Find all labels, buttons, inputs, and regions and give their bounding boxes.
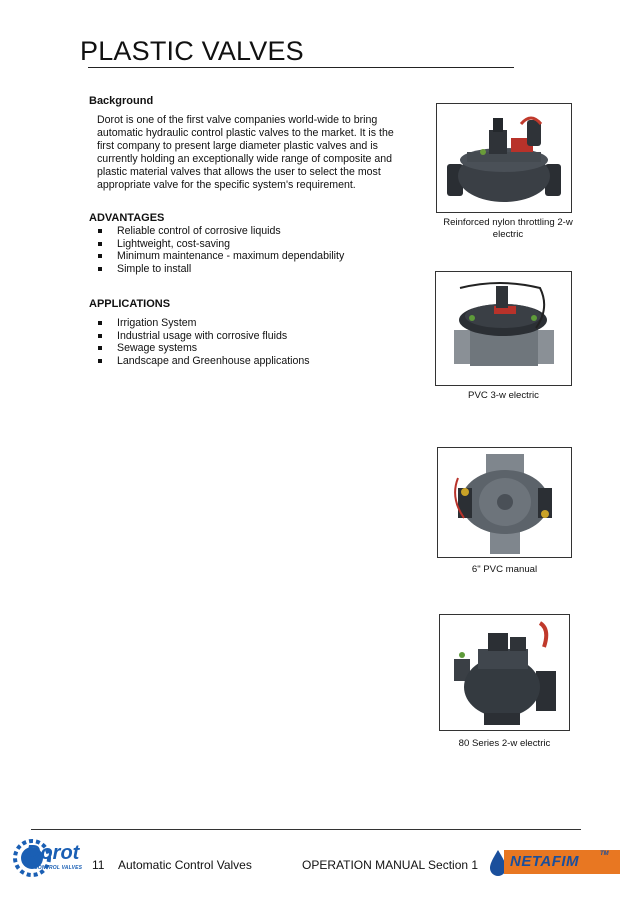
bullet-icon xyxy=(98,334,102,338)
bullet-icon xyxy=(98,346,102,350)
list-item: Sewage systems xyxy=(89,342,310,355)
list-item: Simple to install xyxy=(89,263,344,276)
pvc-3w-valve-image xyxy=(436,272,571,385)
page-number: 11 xyxy=(92,858,105,872)
footer-manual-label: OPERATION MANUAL Section 1 xyxy=(302,858,479,872)
figure-pvc-manual-valve xyxy=(437,447,572,558)
footer-divider xyxy=(31,829,581,830)
figure-caption: 80 Series 2-w electric xyxy=(458,738,551,749)
bullet-icon xyxy=(98,229,102,233)
background-paragraph: Dorot is one of the first valve companies world-wide to bring automatic hydraulic control plastic valves to the market. It is the first company to present large diameter plastic valves and is currently holding an exceptionally wide range of composite and plastic material valves that allows the user to select the most appropriate valve for the specific system's requirement. xyxy=(97,114,394,192)
figure-pvc-3w-valve xyxy=(435,271,572,386)
dorot-logo-text: Dorot xyxy=(26,842,80,864)
list-item: Industrial usage with corrosive fluids xyxy=(89,330,310,343)
list-item: Irrigation System xyxy=(89,317,310,330)
figure-caption: 6" PVC manual xyxy=(471,564,538,575)
advantages-heading: ADVANTAGES xyxy=(89,212,165,224)
applications-heading: APPLICATIONS xyxy=(89,298,171,310)
footer-section-title: Automatic Control Valves xyxy=(118,858,252,872)
advantages-list xyxy=(89,225,344,275)
nylon-valve-image xyxy=(437,104,571,212)
figure-caption: PVC 3-w electric xyxy=(468,390,539,401)
figure-caption: Reinforced nylon throttling 2-w electric xyxy=(443,217,573,241)
list-item: Minimum maintenance - maximum dependability xyxy=(89,250,344,263)
bullet-icon xyxy=(98,267,102,271)
figure-nylon-valve xyxy=(436,103,572,213)
applications-list xyxy=(89,317,310,367)
series80-valve-image xyxy=(440,615,569,730)
netafim-logo xyxy=(488,848,620,876)
background-heading: Background xyxy=(89,95,154,107)
list-item: Lightweight, cost-saving xyxy=(89,238,344,251)
bullet-icon xyxy=(98,254,102,258)
list-item: Reliable control of corrosive liquids xyxy=(89,225,344,238)
bullet-icon xyxy=(98,321,102,325)
figure-series80-valve xyxy=(439,614,570,731)
list-item: Landscape and Greenhouse applications xyxy=(89,355,310,368)
bullet-icon xyxy=(98,359,102,363)
netafim-trademark: TM xyxy=(600,851,609,857)
dorot-logo xyxy=(12,836,84,880)
pvc-manual-valve-image xyxy=(438,448,571,557)
page-title: PLASTIC VALVES xyxy=(80,36,304,66)
netafim-logo-text: NETAFIM xyxy=(510,853,580,870)
title-underline xyxy=(88,67,514,68)
bullet-icon xyxy=(98,242,102,246)
dorot-tagline: CONTROL VALVES xyxy=(34,865,83,871)
